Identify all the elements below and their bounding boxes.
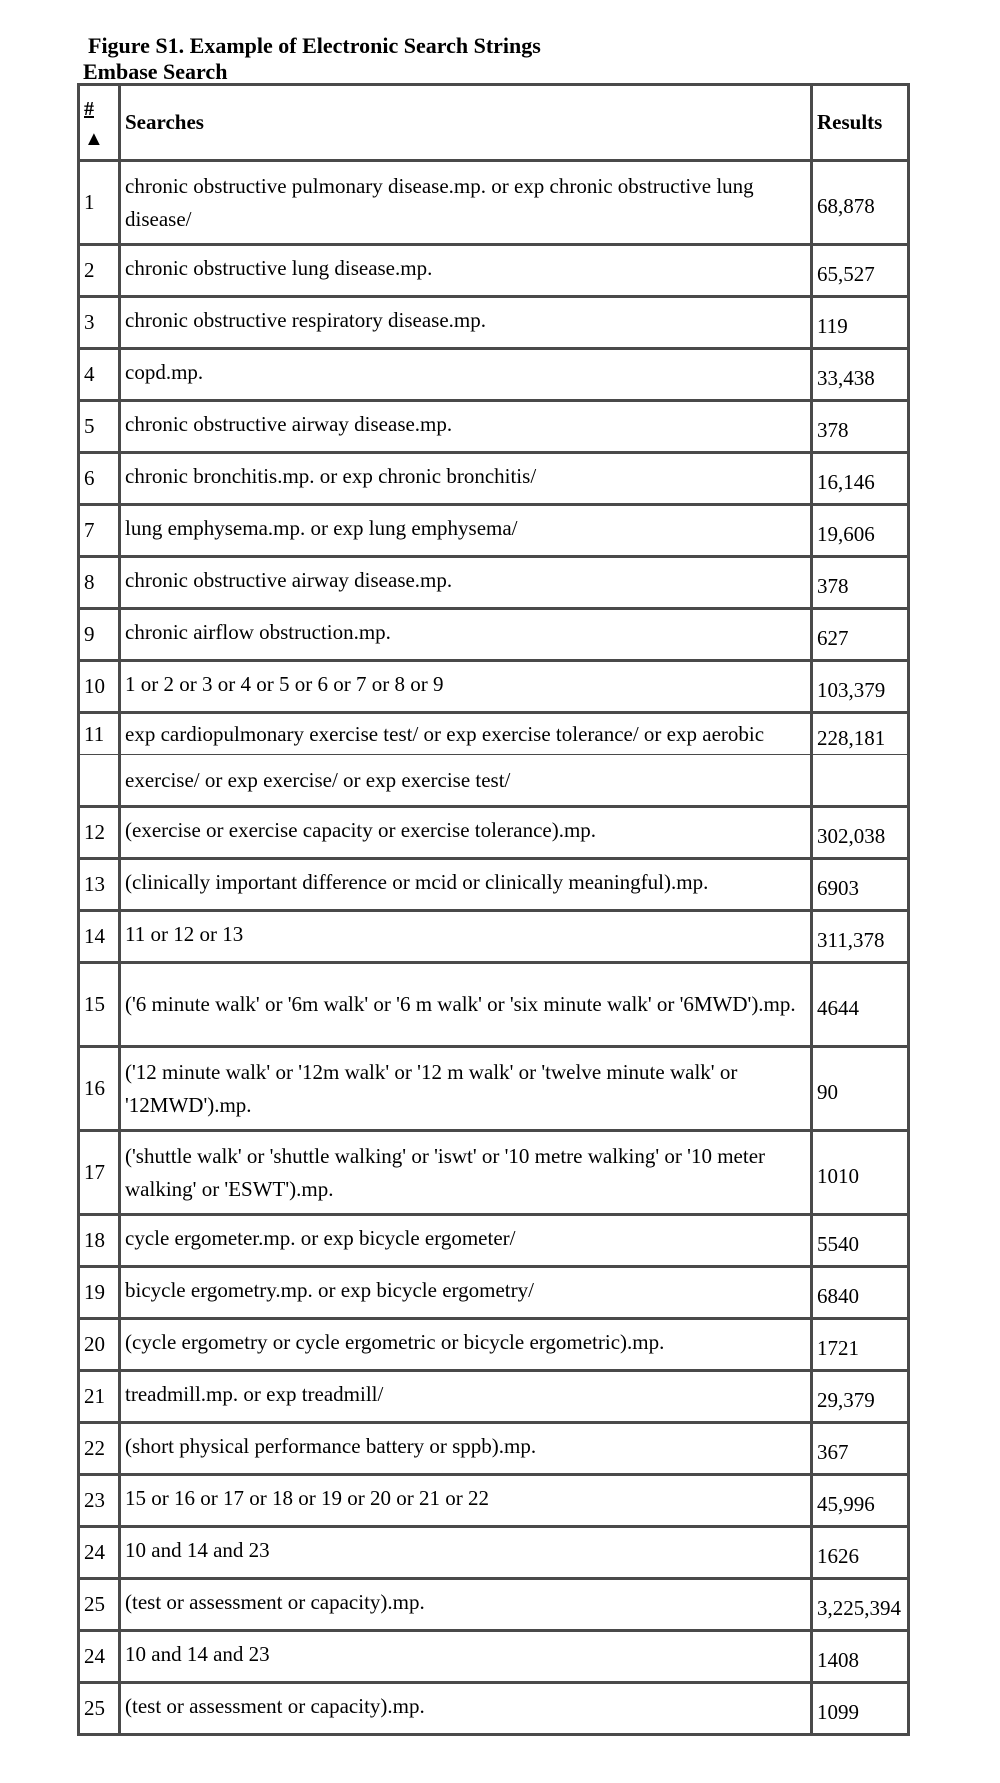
results-count-cell <box>812 1047 909 1131</box>
results-count-text: 3,225,394 <box>817 1596 901 1620</box>
results-count-text: 90 <box>817 1080 838 1104</box>
table-row <box>79 401 909 453</box>
results-count-cell <box>812 1319 909 1371</box>
results-count-cell <box>812 713 909 755</box>
results-column-header: Results <box>812 85 909 161</box>
table-row <box>79 1683 909 1735</box>
search-string-text: exercise/ or exp exercise/ or exp exercise test/ <box>125 767 511 792</box>
figure-title: Figure S1. Example of Electronic Search Strings <box>88 33 541 58</box>
table-header-row <box>79 85 909 161</box>
search-string-cell <box>120 1047 812 1131</box>
search-string-cell <box>120 1423 812 1475</box>
row-number-cell: 20 <box>79 1319 120 1371</box>
table-row <box>79 1267 909 1319</box>
search-string-text: lung emphysema.mp. or exp lung emphysema/ <box>125 516 518 540</box>
row-number-cell: 16 <box>79 1047 120 1131</box>
results-count-cell <box>812 1215 909 1267</box>
search-string-text: (short physical performance battery or sppb).mp. <box>125 1434 537 1458</box>
search-string-cell <box>120 1267 812 1319</box>
results-count-cell <box>812 297 909 349</box>
search-string-cell <box>120 1527 812 1579</box>
table-row <box>79 963 909 1047</box>
row-number-cell: 25 <box>79 1683 120 1735</box>
search-string-cell <box>120 859 812 911</box>
results-count-text: 311,378 <box>817 928 885 952</box>
results-count-cell <box>812 1631 909 1683</box>
search-string-cell <box>120 1319 812 1371</box>
search-string-cell <box>120 1371 812 1423</box>
figure-subtitle: Embase Search <box>83 59 228 84</box>
search-string-cell <box>120 609 812 661</box>
results-count-cell <box>812 401 909 453</box>
table-row <box>79 911 909 963</box>
searches-column-header: Searches <box>120 85 812 161</box>
search-string-cell <box>120 401 812 453</box>
results-count-text: 19,606 <box>817 522 875 546</box>
results-count-text: 378 <box>817 418 849 442</box>
row-number-cell: 5 <box>79 401 120 453</box>
search-string-cell <box>120 161 812 245</box>
search-string-text: copd.mp. <box>125 360 204 384</box>
results-count-text: 33,438 <box>817 366 875 390</box>
results-count-cell <box>812 859 909 911</box>
table-row <box>79 453 909 505</box>
results-count-text: 103,379 <box>817 678 886 702</box>
results-count-text: 119 <box>817 314 848 338</box>
search-strings-table <box>77 83 910 1736</box>
search-string-cell <box>120 297 812 349</box>
row-number-cell: 23 <box>79 1475 120 1527</box>
table-row <box>79 661 909 713</box>
search-string-cell <box>120 713 812 755</box>
row-number-cell: 24 <box>79 1631 120 1683</box>
search-string-text: ('12 minute walk' or '12m walk' or '12 m walk' or 'twelve minute walk' or '12MWD').mp. <box>125 1059 738 1117</box>
search-string-text: 11 or 12 or 13 <box>125 922 244 946</box>
row-number-cell: 14 <box>79 911 120 963</box>
table-row <box>79 1423 909 1475</box>
search-string-cell <box>120 1683 812 1735</box>
row-number-cell: 7 <box>79 505 120 557</box>
table-row <box>79 557 909 609</box>
row-number-cell: 9 <box>79 609 120 661</box>
search-string-text: (test or assessment or capacity).mp. <box>125 1694 425 1718</box>
results-count-cell <box>812 505 909 557</box>
search-string-cell <box>120 963 812 1047</box>
results-count-cell <box>812 349 909 401</box>
table-row <box>79 1047 909 1131</box>
results-count-text: 4644 <box>817 996 859 1020</box>
results-count-text: 1626 <box>817 1544 859 1568</box>
results-count-cell <box>812 1371 909 1423</box>
search-string-text: exp cardiopulmonary exercise test/ or exp exercise tolerance/ or exp aerobic <box>125 721 765 746</box>
results-count-text: 6903 <box>817 876 859 900</box>
results-count-cell <box>812 1423 909 1475</box>
results-count-text: 228,181 <box>817 725 886 750</box>
table-row <box>79 297 909 349</box>
table-row <box>79 1131 909 1215</box>
results-count-text: 627 <box>817 626 849 650</box>
results-count-cell <box>812 453 909 505</box>
results-count-text: 1010 <box>817 1164 859 1188</box>
results-count-text: 378 <box>817 574 849 598</box>
table-row <box>79 1475 909 1527</box>
search-string-text: 1 or 2 or 3 or 4 or 5 or 6 or 7 or 8 or 9 <box>125 672 444 696</box>
search-string-text: chronic obstructive airway disease.mp. <box>125 412 453 436</box>
sort-ascending-icon[interactable]: ▲ <box>84 128 104 150</box>
number-sort-link[interactable]: # <box>84 98 94 120</box>
search-string-cell <box>120 245 812 297</box>
results-count-cell <box>812 161 909 245</box>
search-string-text: chronic obstructive airway disease.mp. <box>125 568 453 592</box>
table-row <box>79 1215 909 1267</box>
results-count-cell <box>812 1579 909 1631</box>
results-count-cell <box>812 807 909 859</box>
results-count-text: 16,146 <box>817 470 875 494</box>
search-string-text: bicycle ergometry.mp. or exp bicycle ergometry/ <box>125 1278 534 1302</box>
results-count-text: 68,878 <box>817 194 875 218</box>
search-string-text: chronic obstructive lung disease.mp. <box>125 256 433 280</box>
results-count-cell <box>812 755 909 807</box>
search-string-cell <box>120 661 812 713</box>
results-count-text: 367 <box>817 1440 849 1464</box>
results-count-cell <box>812 1527 909 1579</box>
search-string-cell <box>120 1215 812 1267</box>
table-row <box>79 245 909 297</box>
table-row <box>79 609 909 661</box>
row-number-cell <box>79 755 120 807</box>
row-number-cell: 1 <box>79 161 120 245</box>
row-number-cell: 6 <box>79 453 120 505</box>
results-count-text: 1721 <box>817 1336 859 1360</box>
row-number-cell: 8 <box>79 557 120 609</box>
row-number-cell: 19 <box>79 1267 120 1319</box>
search-string-text: 10 and 14 and 23 <box>125 1642 270 1666</box>
table-row <box>79 859 909 911</box>
table-row <box>79 755 909 807</box>
table-row <box>79 713 909 755</box>
results-count-cell <box>812 911 909 963</box>
results-count-text: 6840 <box>817 1284 859 1308</box>
results-count-text: 45,996 <box>817 1492 875 1516</box>
row-number-cell: 24 <box>79 1527 120 1579</box>
number-column-header[interactable] <box>79 85 120 161</box>
results-count-text: 65,527 <box>817 262 875 286</box>
search-string-text: ('6 minute walk' or '6m walk' or '6 m walk' or 'six minute walk' or '6MWD').mp. <box>125 992 796 1016</box>
search-string-text: treadmill.mp. or exp treadmill/ <box>125 1382 384 1406</box>
table-row <box>79 807 909 859</box>
search-string-cell <box>120 349 812 401</box>
search-string-cell <box>120 1131 812 1215</box>
search-string-cell <box>120 807 812 859</box>
results-count-text: 5540 <box>817 1232 859 1256</box>
search-string-cell <box>120 1579 812 1631</box>
search-string-text: 10 and 14 and 23 <box>125 1538 270 1562</box>
row-number-cell: 17 <box>79 1131 120 1215</box>
table-row <box>79 505 909 557</box>
results-count-cell <box>812 1267 909 1319</box>
row-number-cell: 4 <box>79 349 120 401</box>
search-string-text: chronic obstructive respiratory disease.mp. <box>125 308 486 332</box>
search-string-text: (cycle ergometry or cycle ergometric or bicycle ergometric).mp. <box>125 1330 665 1354</box>
row-number-cell: 15 <box>79 963 120 1047</box>
search-string-cell <box>120 1631 812 1683</box>
row-number-cell: 18 <box>79 1215 120 1267</box>
results-count-cell <box>812 1475 909 1527</box>
results-count-text: 1408 <box>817 1648 859 1672</box>
search-string-text: (clinically important difference or mcid or clinically meaningful).mp. <box>125 870 709 894</box>
row-number-cell: 25 <box>79 1579 120 1631</box>
search-string-text: cycle ergometer.mp. or exp bicycle ergometer/ <box>125 1226 516 1250</box>
row-number-cell: 21 <box>79 1371 120 1423</box>
table-row <box>79 1527 909 1579</box>
row-number-cell: 3 <box>79 297 120 349</box>
row-number-cell: 22 <box>79 1423 120 1475</box>
search-string-text: 15 or 16 or 17 or 18 or 19 or 20 or 21 or 22 <box>125 1486 489 1510</box>
table-row <box>79 1631 909 1683</box>
results-count-cell <box>812 557 909 609</box>
table-row <box>79 349 909 401</box>
results-count-cell <box>812 245 909 297</box>
search-string-cell <box>120 505 812 557</box>
results-count-cell <box>812 661 909 713</box>
row-number-cell: 13 <box>79 859 120 911</box>
row-number-cell: 10 <box>79 661 120 713</box>
search-string-cell <box>120 1475 812 1527</box>
search-string-cell <box>120 557 812 609</box>
row-number-cell: 11 <box>79 713 120 755</box>
search-string-text: ('shuttle walk' or 'shuttle walking' or 'iswt' or '10 metre walking' or '10 meter walking' or 'ESWT').mp. <box>125 1143 766 1201</box>
search-string-cell <box>120 453 812 505</box>
search-string-cell <box>120 755 812 807</box>
results-count-text: 1099 <box>817 1700 859 1724</box>
results-count-text: 29,379 <box>817 1388 875 1412</box>
results-count-cell <box>812 609 909 661</box>
results-count-cell <box>812 1131 909 1215</box>
results-count-text: 302,038 <box>817 824 886 848</box>
table-row <box>79 1371 909 1423</box>
table-row <box>79 161 909 245</box>
row-number-cell: 2 <box>79 245 120 297</box>
table-row <box>79 1579 909 1631</box>
search-string-cell <box>120 911 812 963</box>
search-string-text: chronic bronchitis.mp. or exp chronic bronchitis/ <box>125 464 537 488</box>
row-number-cell: 12 <box>79 807 120 859</box>
table-row <box>79 1319 909 1371</box>
search-string-text: (exercise or exercise capacity or exercise tolerance).mp. <box>125 818 597 842</box>
search-string-text: (test or assessment or capacity).mp. <box>125 1590 425 1614</box>
search-string-text: chronic airflow obstruction.mp. <box>125 620 391 644</box>
results-count-cell <box>812 1683 909 1735</box>
results-count-cell <box>812 963 909 1047</box>
search-string-text: chronic obstructive pulmonary disease.mp. or exp chronic obstructive lung disease/ <box>125 173 754 231</box>
